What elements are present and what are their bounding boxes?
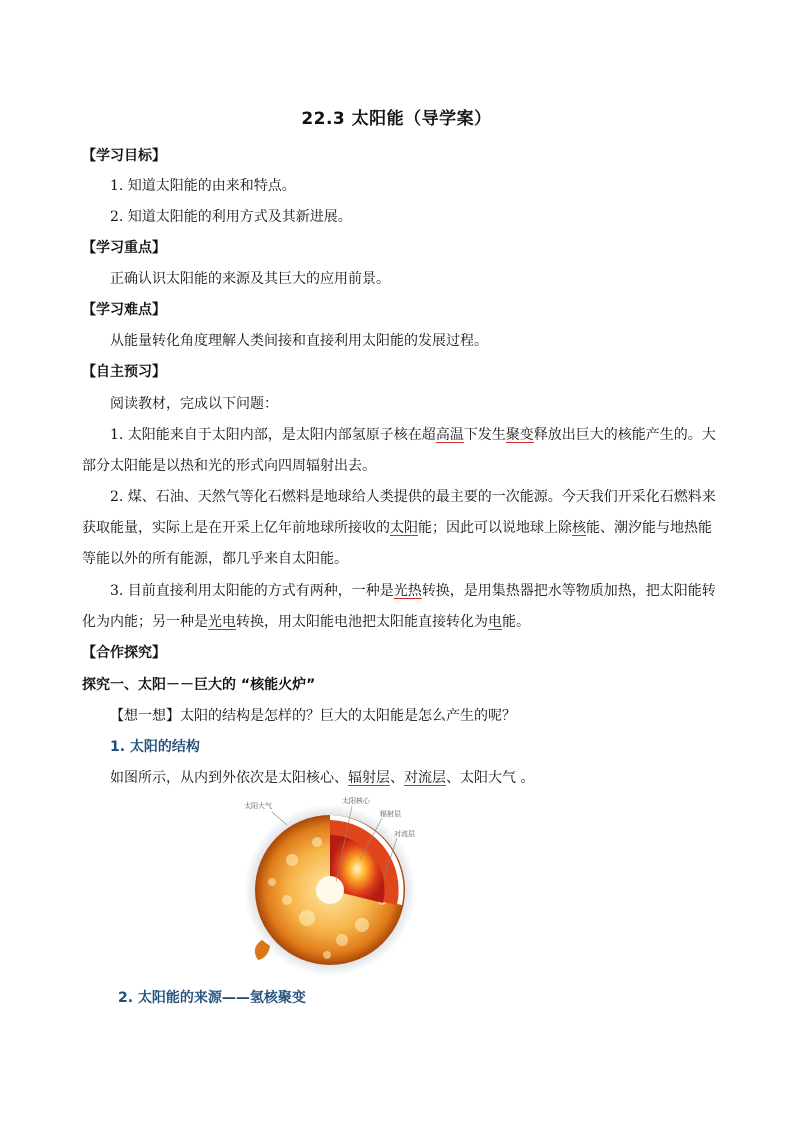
- sun-structure-figure: [232, 790, 432, 980]
- section-preview: 【自主预习】: [82, 364, 166, 380]
- label-atmosphere: 太阳大气: [244, 802, 272, 810]
- preview-q3-line1: 3. 目前直接利用太阳能的方式有两种，一种是光热转换，是用集热器把水等物质加热，把太阳能转: [110, 583, 716, 599]
- preview-q2-line1: 2. 煤、石油、天然气等化石燃料是地球给人类提供的最主要的一次能源。今天我们开采化石燃料来: [110, 489, 716, 505]
- preview-q3-line2: 化为内能；另一种是光电转换，用太阳能电池把太阳能直接转化为电能。: [82, 614, 530, 630]
- page-title: 22.3 太阳能（导学案）: [301, 109, 492, 129]
- answer-high-temperature: 高温: [435, 427, 464, 443]
- label-radiation: 辐射层: [380, 810, 401, 818]
- answer-photoelectric: 光电: [208, 614, 236, 630]
- objective-1: 1. 知道太阳能的由来和特点。: [110, 178, 296, 194]
- answer-convection-layer: 对流层: [404, 770, 446, 786]
- answer-electric: 电: [488, 614, 502, 630]
- answer-radiation-layer: 辐射层: [348, 770, 390, 786]
- objective-2: 2. 知道太阳能的利用方式及其新进展。: [110, 209, 352, 225]
- answer-fusion: 聚变: [505, 427, 534, 443]
- preview-q2-line2: 获取能量，实际上是在开采上亿年前地球所接收的太阳能；因此可以说地球上除核能、潮汐能与地热能: [82, 520, 712, 536]
- section-difficulties: 【学习难点】: [82, 302, 166, 318]
- label-core: 太阳核心: [342, 797, 370, 805]
- subheading-energy-source: 2. 太阳能的来源——氢核聚变: [118, 990, 306, 1006]
- answer-photothermal: 光热: [393, 583, 422, 599]
- preview-q2-line3: 等能以外的所有能源，都几乎来自太阳能。: [82, 551, 348, 567]
- section-explore: 【合作探究】: [82, 645, 166, 661]
- answer-nuclear: 核: [572, 520, 586, 536]
- explore-topic-1: 探究一、太阳－－巨大的 “核能火炉”: [82, 677, 316, 693]
- sun-structure-text: 如图所示，从内到外依次是太阳核心、辐射层、对流层、太阳大气 。: [110, 770, 535, 786]
- section-key-points: 【学习重点】: [82, 240, 166, 256]
- preview-intro: 阅读教材，完成以下问题：: [110, 396, 278, 412]
- key-point-text: 正确认识太阳能的来源及其巨大的应用前景。: [110, 271, 390, 287]
- preview-q1-line1: 1. 太阳能来自于太阳内部，是太阳内部氢原子核在超高温下发生聚变释放出巨大的核能产生的。大: [110, 427, 716, 443]
- think-prompt: 【想一想】太阳的结构是怎样的？巨大的太阳能是怎么产生的呢？: [110, 708, 516, 724]
- preview-q1-line2: 部分太阳能是以热和光的形式向四周辐射出去。: [82, 458, 376, 474]
- subheading-sun-structure: 1. 太阳的结构: [110, 739, 200, 755]
- section-objectives: 【学习目标】: [82, 148, 166, 164]
- sun-core: [316, 876, 344, 904]
- label-convection: 对流层: [394, 830, 415, 838]
- difficulty-text: 从能量转化角度理解人类间接和直接利用太阳能的发展过程。: [110, 333, 488, 349]
- answer-solar: 太阳: [390, 520, 418, 536]
